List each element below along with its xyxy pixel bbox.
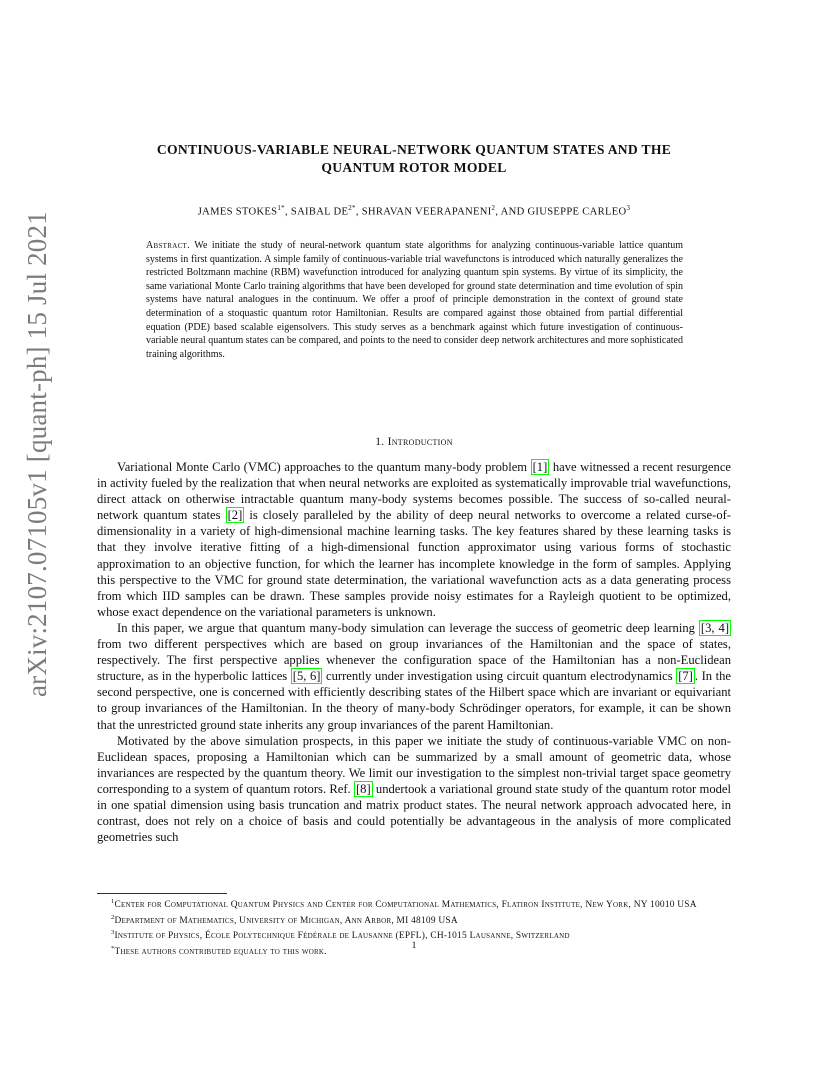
paragraph-text: is closely paralleled by the ability of deep neural networks to overcome a related curse-of-dimensionality in a variety of high-dimensional machine learning tasks. The key features shared by these learning tasks is that they involve iterative fitting of a high-dimensional function approximator using various forms of stochastic approximation to an objective function, for which the learner has incomplete knowledge in the form of samples. Applying this perspective to the VMC for ground state determination, the variational wavefunction acts as a data generating process from which IID samples can be drawn. These samples provide noisy estimates for a Rayleigh quotient to be optimized, whose exact dependence on the variational parameters is unknown.	[97, 508, 732, 619]
paragraph-2	[97, 620, 731, 733]
section-title: Introduction	[387, 436, 453, 448]
citation-link[interactable]: [8]	[355, 781, 371, 796]
footnote-text: Institute of Physics, École Polytechnique Fédérale de Lausanne (EPFL), CH-1015 Lausanne, Switzerland	[114, 931, 570, 942]
author-name: , AND GIUSEPPE CARLEO	[495, 206, 627, 218]
paragraph-text: . In the second perspective, one is concerned with efficiently describing states of the Hilbert space which are invariant or equivariant to group invariances of the Hamiltonian. In the theory of many-body Schrödinger operators, for example, it can be shown that the unrestricted ground state inherits any group invariances of the parent Hamiltonian.	[97, 669, 732, 732]
abstract-label: Abstract.	[146, 240, 190, 251]
footnote-mark: 3	[111, 929, 115, 937]
footnote-text: These authors contributed equally to this work.	[114, 946, 327, 957]
author-name: , SAIBAL DE	[284, 206, 349, 218]
citation-link[interactable]: [2]	[227, 508, 243, 523]
author-name: JAMES STOKES	[197, 206, 278, 218]
body-text	[97, 459, 731, 845]
abstract-text: We initiate the study of neural-network quantum state algorithms for analyzing continuous-variable lattice quantum systems in first quantization. A simple family of continuous-variable trial wavefunctons is introduced which naturally generalizes the restricted Boltzmann machine (RBM) wavefunction introduced for analyzing quantum spin systems. By virtue of its simplicity, the same variational Monte Carlo training algorithms that have been developed for ground state determination and time evolution of spin systems have natural analogues in the continuum. We offer a proof of principle demonstration in the context of ground state determination of a stoquastic quantum rotor Hamiltonian. Results are compared against those obtained from partial differential equation (PDE) based scalable eigensolvers. This study serves as a benchmark against which future investigation of continuous-variable neural quantum states can be compared, and points to the need to consider deep network architectures and more sophisticated training algorithms.	[146, 240, 683, 360]
footnote-affiliation-2	[97, 912, 731, 928]
paragraph-text: currently under investigation using circuit quantum electrodynamics	[322, 669, 677, 684]
author-affiliation-mark: 2	[491, 204, 496, 212]
paragraph-text: have witnessed a recent resurgence in activity fueled by the realization that when neural networks are exploited as systematically improvable trial wavefunctions, direct attack on otherwise intractable quantum many-body systems becomes possible. The success of so-called neural-network quantum states	[97, 460, 731, 523]
footnote-mark: 1	[111, 898, 115, 905]
abstract	[146, 239, 683, 361]
title-line-1: CONTINUOUS-VARIABLE NEURAL-NETWORK QUANTUM STATES AND THE	[156, 142, 672, 157]
author-name: , SHRAVAN VEERAPANENI	[355, 206, 492, 218]
paragraph-text: undertook a variational ground state study of the quantum rotor model in one spatial dimension using basis truncation and matrix product states. The neural network approach advocated here, in contrast, does not rely on a choice of basis and could potentially be advantageous in the analysis of more complicated geometries such	[97, 781, 731, 845]
section-heading	[98, 436, 730, 448]
footnote-mark: *	[111, 944, 115, 952]
author-list	[98, 204, 730, 218]
author-affiliation-mark: 1*	[277, 204, 285, 212]
author-affiliation-mark: 2*	[348, 204, 356, 212]
citation-link[interactable]: [1]	[532, 460, 548, 474]
paragraph-text: Motivated by the above simulation prospects, in this paper we initiate the study of continuous-variable VMC on non-Euclidean spaces, proposing a Hamiltonian which can be summarized by a small amount of geometric data, whose invariances are respected by the quantum theory. We limit our investigation to the simplest non-trivial target space geometry corresponding to a system of quantum rotors. Ref.	[97, 733, 731, 796]
page-number: 1	[411, 941, 417, 951]
footnote-text: Department of Mathematics, University of Michigan, Ann Arbor, MI 48109 USA	[114, 915, 458, 926]
title-line-2: QUANTUM ROTOR MODEL	[321, 160, 507, 175]
citation-link[interactable]: [7]	[678, 669, 693, 684]
citation-link[interactable]: [3, 4]	[700, 620, 730, 635]
paragraph-3	[97, 733, 731, 846]
paragraph-1	[97, 459, 731, 620]
paragraph-text: from two different perspectives which are based on group invariances of the Hamiltonian and the space of states, respectively. The first perspective applies whenever the configuration space of the Hamiltonian has a non-Euclidean structure, as in the hyperbolic lattices	[97, 637, 731, 684]
section-number: 1.	[375, 436, 388, 448]
paragraph-text: Variational Monte Carlo (VMC) approaches to the quantum many-body problem	[117, 460, 531, 474]
arxiv-identifier-stamp: arXiv:2107.07105v1 [quant-ph] 15 Jul 2021	[22, 211, 52, 697]
citation-link[interactable]: [5, 6]	[292, 669, 321, 684]
paragraph-text: In this paper, we argue that quantum many-body simulation can leverage the success of geometric deep learning	[117, 620, 699, 635]
footnote-affiliation-1	[97, 896, 731, 912]
footnote-text: Center for Computational Quantum Physics and Center for Computational Mathematics, Flatiron Institute, New York, NY 10010 USA	[114, 900, 697, 911]
paper-title	[98, 141, 730, 177]
footnote-mark: 2	[111, 913, 115, 921]
author-affiliation-mark: 3	[626, 204, 631, 212]
footnote-divider	[97, 893, 227, 894]
